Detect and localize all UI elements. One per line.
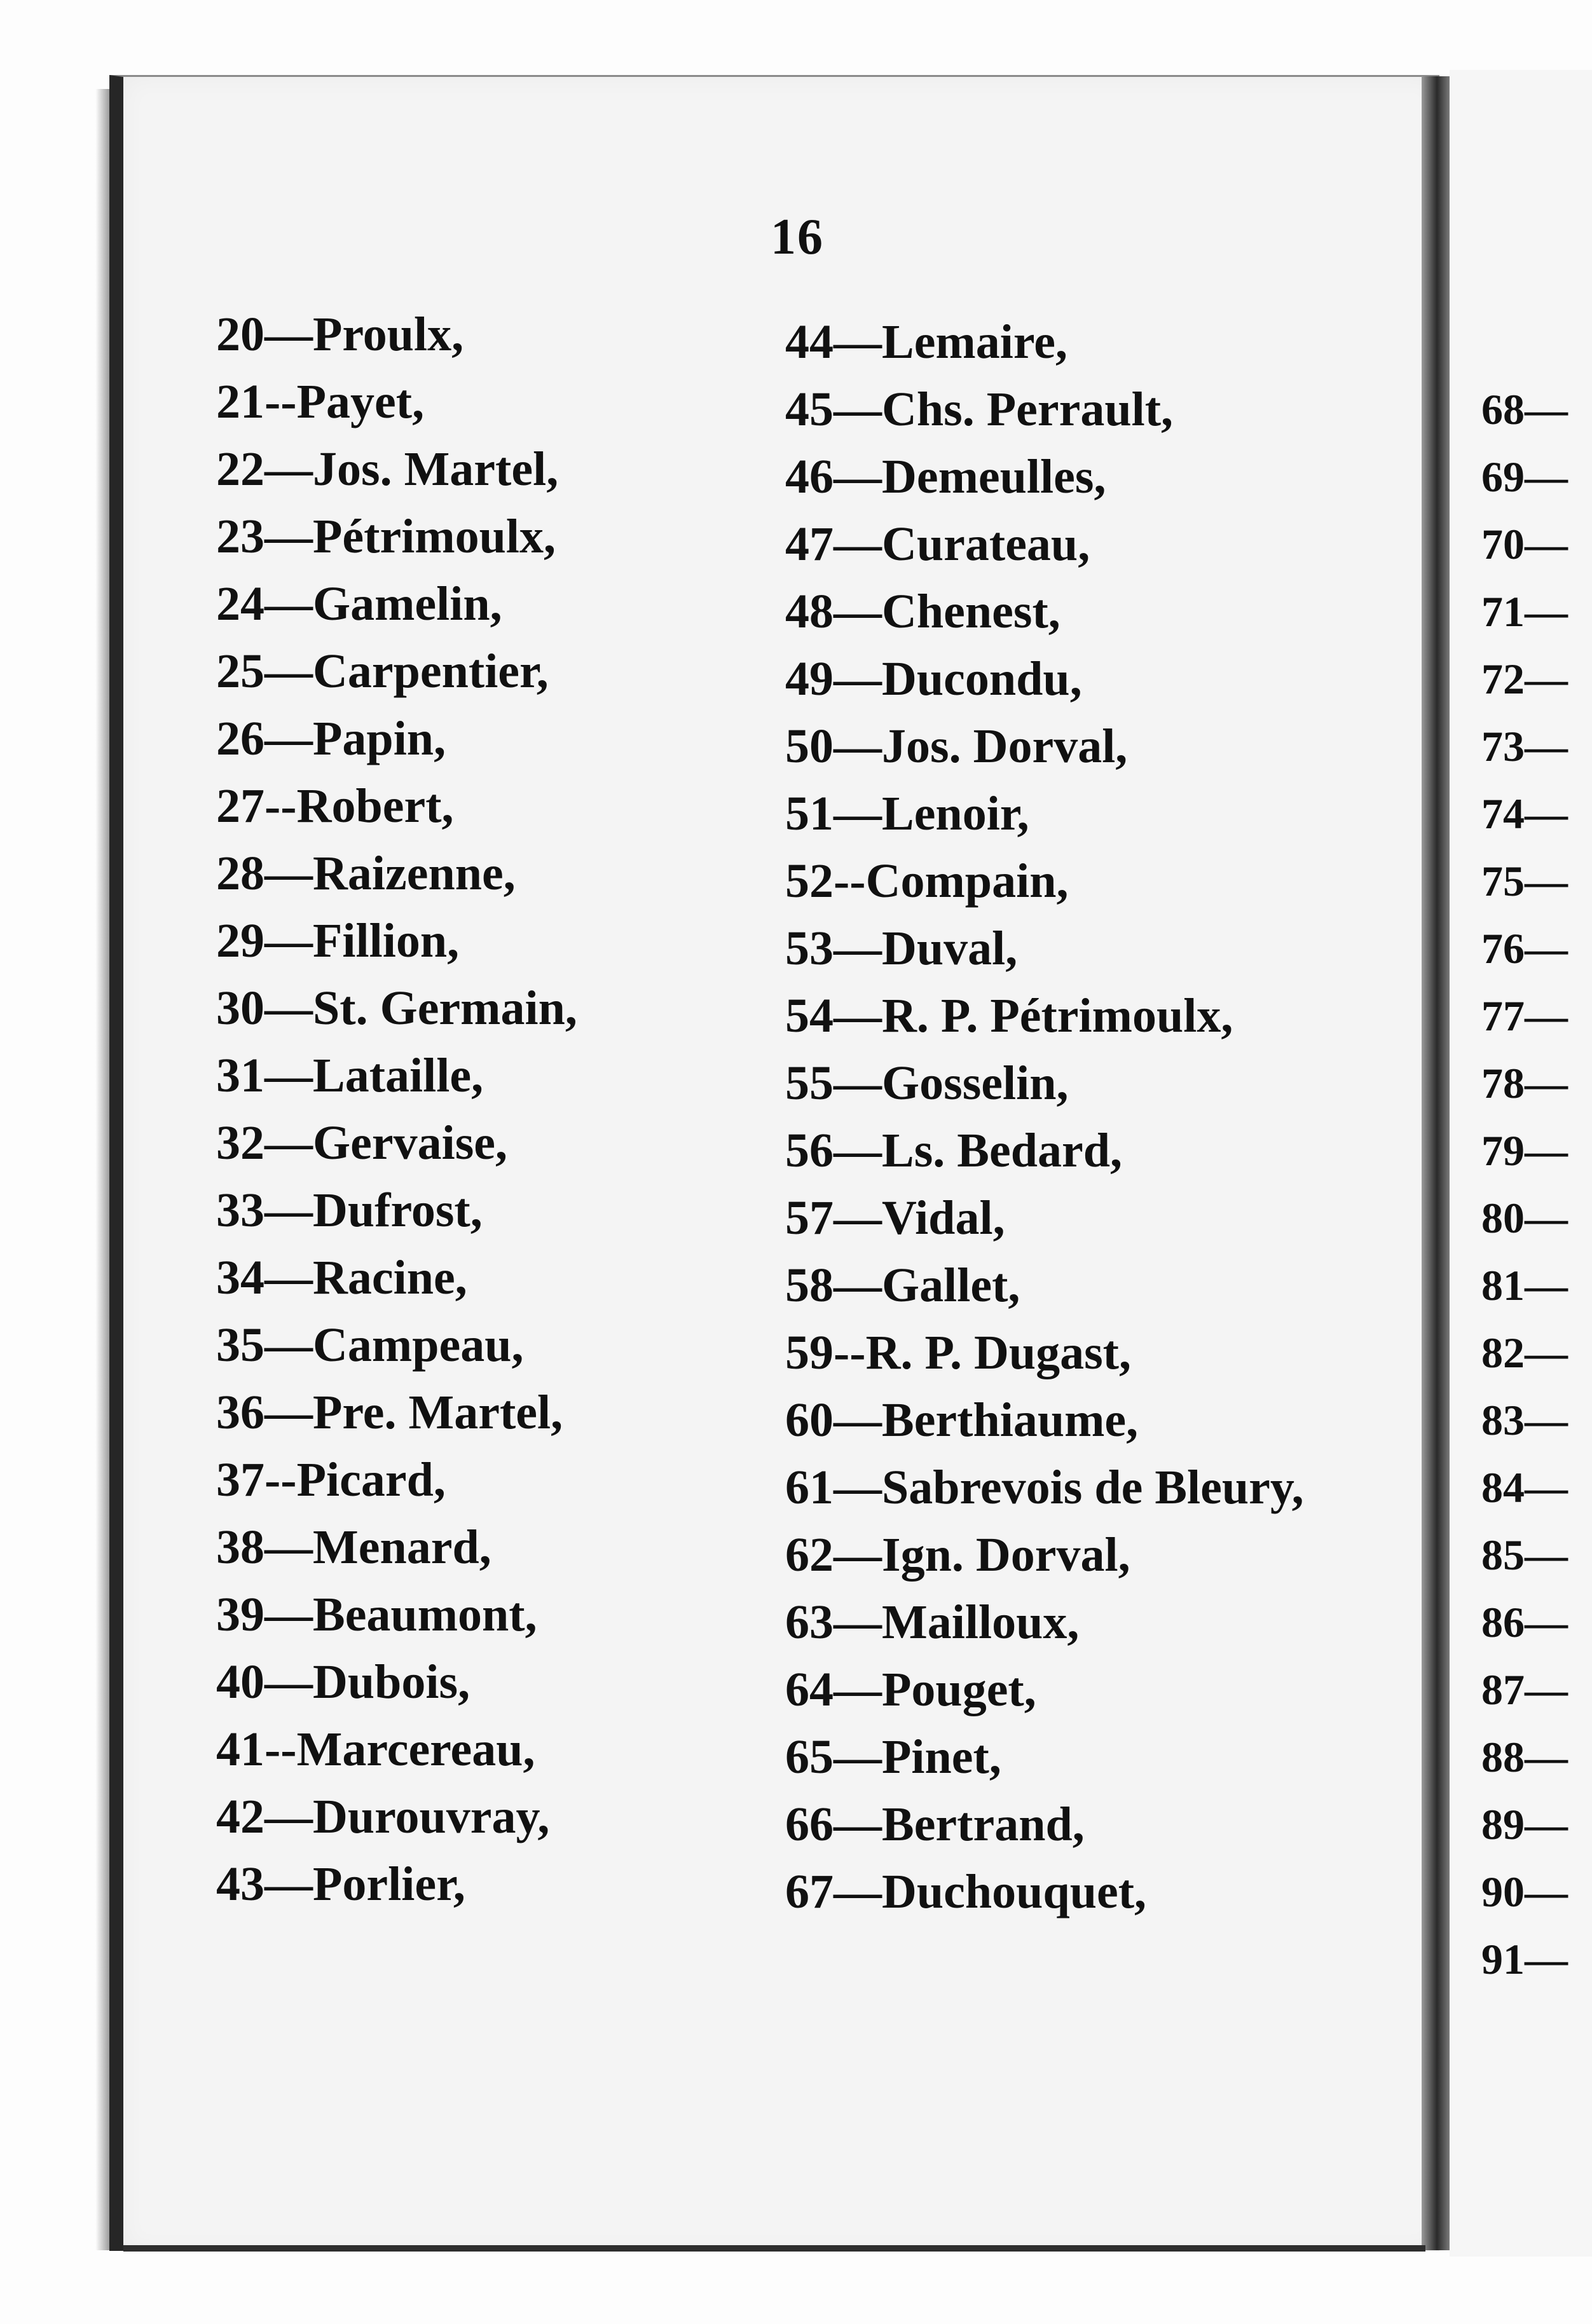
list-item: 52--Compain, bbox=[785, 854, 1069, 908]
list-item: 38—Menard, bbox=[216, 1521, 491, 1574]
list-item: 21--Payet, bbox=[216, 375, 425, 428]
list-item: 40—Dubois, bbox=[216, 1655, 470, 1709]
list-item: 67—Duchouquet, bbox=[785, 1865, 1146, 1918]
list-item: 83— bbox=[1481, 1396, 1568, 1444]
list-item: 33—Dufrost, bbox=[216, 1184, 483, 1237]
list-item: 85— bbox=[1481, 1531, 1568, 1579]
list-item: 75— bbox=[1481, 857, 1568, 905]
list-item: 76— bbox=[1481, 924, 1568, 973]
list-item: 50—Jos. Dorval, bbox=[785, 720, 1128, 773]
list-item: 22—Jos. Martel, bbox=[216, 442, 559, 496]
list-item: 66—Bertrand, bbox=[785, 1798, 1085, 1851]
list-item: 39—Beaumont, bbox=[216, 1588, 537, 1641]
list-item: 81— bbox=[1481, 1261, 1568, 1309]
list-item: 90— bbox=[1481, 1868, 1568, 1916]
list-item: 78— bbox=[1481, 1059, 1568, 1107]
list-item: 27--Robert, bbox=[216, 779, 454, 833]
list-item: 44—Lemaire, bbox=[785, 315, 1067, 369]
list-item: 73— bbox=[1481, 722, 1568, 770]
list-item: 63—Mailloux, bbox=[785, 1596, 1080, 1649]
list-item: 49—Ducondu, bbox=[785, 652, 1082, 706]
list-item: 68— bbox=[1481, 385, 1568, 434]
list-item: 53—Duval, bbox=[785, 922, 1018, 975]
list-item: 24—Gamelin, bbox=[216, 577, 502, 631]
list-item: 35—Campeau, bbox=[216, 1318, 524, 1372]
list-item: 25—Carpentier, bbox=[216, 645, 549, 698]
list-item: 37--Picard, bbox=[216, 1453, 446, 1507]
list-item: 56—Ls. Bedard, bbox=[785, 1124, 1122, 1177]
list-item: 91— bbox=[1481, 1935, 1568, 1983]
list-item: 69— bbox=[1481, 453, 1568, 501]
page-edge-shadow bbox=[95, 89, 109, 2250]
list-item: 82— bbox=[1481, 1329, 1568, 1377]
list-item: 55—Gosselin, bbox=[785, 1056, 1069, 1110]
list-item: 34—Racine, bbox=[216, 1251, 467, 1304]
list-item: 57—Vidal, bbox=[785, 1191, 1005, 1245]
list-item: 74— bbox=[1481, 789, 1568, 838]
list-item: 87— bbox=[1481, 1665, 1568, 1714]
list-item: 58—Gallet, bbox=[785, 1259, 1020, 1312]
list-item: 62—Ign. Dorval, bbox=[785, 1528, 1130, 1582]
list-item: 65—Pinet, bbox=[785, 1730, 1001, 1784]
list-item: 26—Papin, bbox=[216, 712, 446, 765]
list-item: 28—Raizenne, bbox=[216, 847, 516, 900]
list-item: 61—Sabrevois de Bleury, bbox=[785, 1461, 1304, 1514]
list-item: 60—Berthiaume, bbox=[785, 1393, 1139, 1447]
list-item: 51—Lenoir, bbox=[785, 787, 1029, 840]
list-item: 72— bbox=[1481, 655, 1568, 703]
list-item: 47—Curateau, bbox=[785, 517, 1090, 571]
list-item: 86— bbox=[1481, 1598, 1568, 1646]
list-item: 88— bbox=[1481, 1733, 1568, 1781]
list-item: 70— bbox=[1481, 520, 1568, 568]
list-item: 42—Durouvray, bbox=[216, 1790, 550, 1843]
list-item: 30—St. Germain, bbox=[216, 981, 577, 1035]
list-item: 32—Gervaise, bbox=[216, 1116, 508, 1170]
list-item: 54—R. P. Pétrimoulx, bbox=[785, 989, 1233, 1042]
book-spine bbox=[1422, 76, 1450, 2250]
list-item: 46—Demeulles, bbox=[785, 450, 1106, 503]
list-item: 45—Chs. Perrault, bbox=[785, 383, 1174, 436]
list-item: 71— bbox=[1481, 587, 1568, 636]
list-item: 84— bbox=[1481, 1463, 1568, 1512]
list-item: 89— bbox=[1481, 1800, 1568, 1849]
list-item: 41--Marcereau, bbox=[216, 1723, 535, 1776]
list-item: 79— bbox=[1481, 1126, 1568, 1175]
list-item: 29—Fillion, bbox=[216, 914, 460, 967]
list-item: 23—Pétrimoulx, bbox=[216, 510, 556, 563]
list-item: 31—Lataille, bbox=[216, 1049, 484, 1102]
list-item: 48—Chenest, bbox=[785, 585, 1060, 638]
list-item: 36—Pre. Martel, bbox=[216, 1386, 563, 1439]
list-item: 77— bbox=[1481, 992, 1568, 1040]
list-item: 64—Pouget, bbox=[785, 1663, 1036, 1716]
list-item: 80— bbox=[1481, 1194, 1568, 1242]
list-item: 43—Porlier, bbox=[216, 1857, 465, 1911]
list-item: 59--R. P. Dugast, bbox=[785, 1326, 1131, 1379]
page-bottom-edge bbox=[123, 2245, 1425, 2252]
list-item: 20—Proulx, bbox=[216, 308, 464, 361]
page-number: 16 bbox=[771, 209, 824, 265]
